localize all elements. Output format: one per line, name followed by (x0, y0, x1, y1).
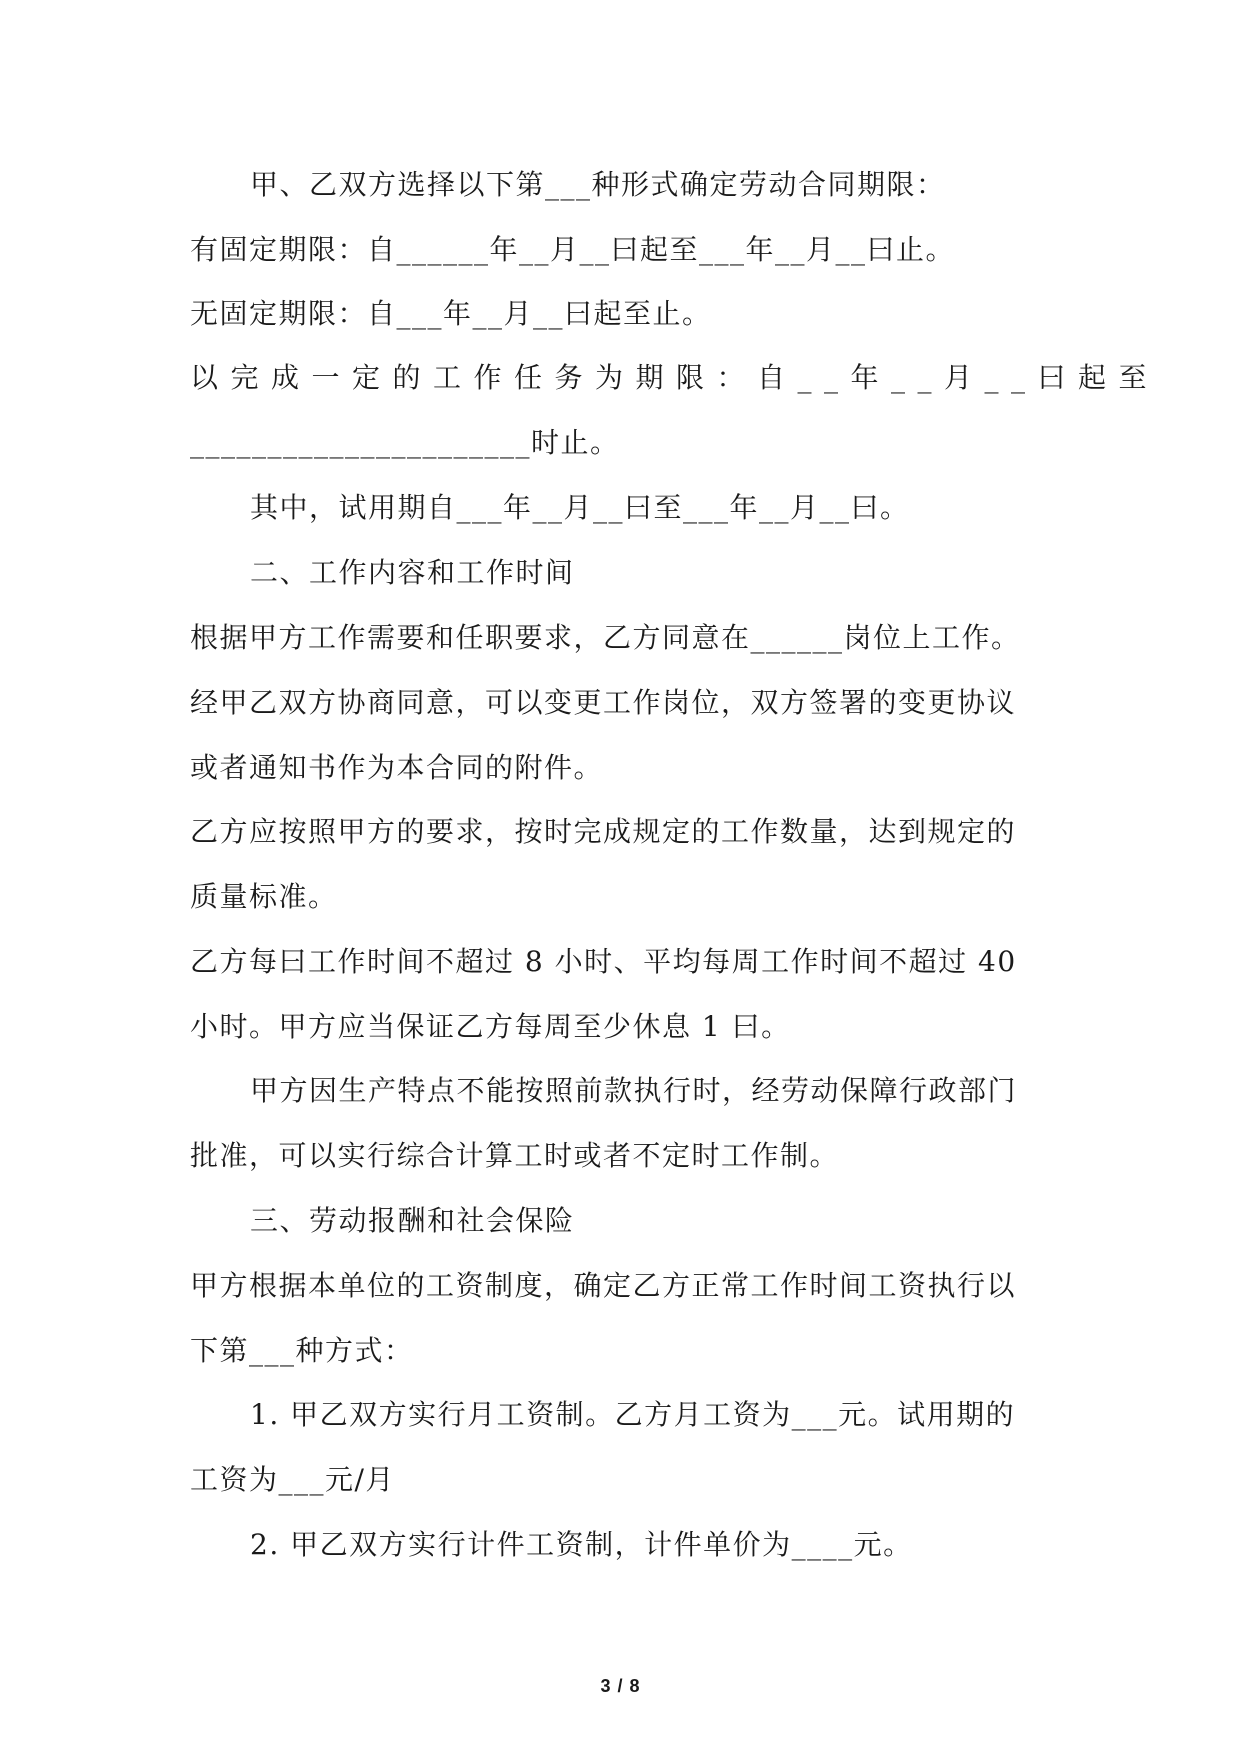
paragraph-working-hours: 乙方每曰工作时间不超过 8 小时、平均每周工作时间不超过 40 (190, 945, 1017, 978)
paragraph-working-hours-cont: 小时。甲方应当保证乙方每周至少休息 1 曰。 (190, 1010, 791, 1043)
paragraph-open-term: 无固定期限：自___年__月__曰起至止。 (190, 297, 712, 330)
paragraph-position: 根据甲方工作需要和任职要求，乙方同意在______岗位上工作。 (190, 621, 1021, 654)
section-heading-remuneration: 三、劳动报酬和社会保险 (250, 1204, 575, 1237)
paragraph-task-term-end: ______________________时止。 (190, 426, 620, 459)
paragraph-probation: 其中，试用期自___年__月__曰至___年__月__曰。 (250, 491, 910, 524)
paragraph-special-hours-cont: 批准，可以实行综合计算工时或者不定时工作制。 (190, 1139, 840, 1172)
paragraph-special-hours: 甲方因生产特点不能按照前款执行时，经劳动保障行政部门 (250, 1074, 1018, 1107)
list-item-monthly-wage-cont: 工资为___元/月 (190, 1463, 395, 1496)
paragraph-wage-system-cont: 下第___种方式： (190, 1334, 414, 1367)
paragraph-contract-term-choice: 甲、乙双方选择以下第___种形式确定劳动合同期限： (250, 168, 946, 201)
paragraph-work-quantity-cont: 质量标准。 (190, 880, 338, 913)
paragraph-task-term: 以完成一定的工作任务为期限：自__年__月__曰起至 (190, 361, 1160, 394)
paragraph-position-change: 经甲乙双方协商同意，可以变更工作岗位，双方签署的变更协议 (190, 686, 1017, 719)
paragraph-work-quantity: 乙方应按照甲方的要求，按时完成规定的工作数量，达到规定的 (190, 815, 1017, 848)
page-number: 3 / 8 (600, 1676, 641, 1696)
list-item-monthly-wage: 1. 甲乙双方实行月工资制。乙方月工资为___元。试用期的 (250, 1398, 1016, 1431)
paragraph-fixed-term: 有固定期限：自______年__月__曰起至___年__月__曰止。 (190, 233, 956, 266)
paragraph-wage-system: 甲方根据本单位的工资制度，确定乙方正常工作时间工资执行以 (190, 1269, 1017, 1302)
paragraph-position-change-cont: 或者通知书作为本合同的附件。 (190, 751, 604, 784)
section-heading-work-content: 二、工作内容和工作时间 (250, 556, 575, 589)
list-item-piece-wage: 2. 甲乙双方实行计件工资制，计件单价为____元。 (250, 1528, 913, 1561)
